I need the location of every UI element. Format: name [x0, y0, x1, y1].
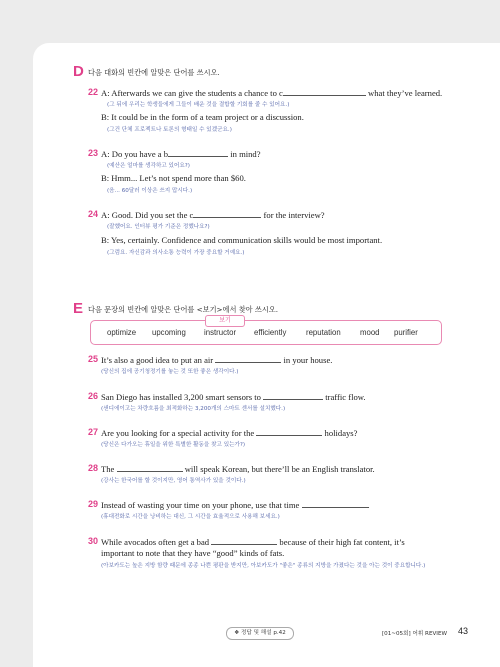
translation: (당신의 집에 공기청정기를 놓는 것 또한 좋은 생각이다.) [101, 369, 239, 375]
question-sentence: The will speak Korean, but there’ll be an English translator. [101, 464, 375, 474]
answer-blank[interactable] [302, 499, 368, 508]
question-number: 22 [88, 87, 99, 97]
word-option: efficiently [254, 328, 287, 337]
translation: (그 뒤에 우리는 학생들에게 그들이 배운 것을 결합할 기회를 줄 수 있어요.) [107, 102, 290, 108]
answer-blank[interactable] [256, 427, 322, 436]
word-option: upcoming [152, 328, 186, 337]
question-line-b: B: Hmm... Let’s not spend more than $60. [101, 173, 246, 183]
answer-blank[interactable] [168, 148, 228, 157]
section-d-title: 다음 대화의 빈칸에 알맞은 단어를 쓰시오. [88, 68, 220, 77]
question-number: 24 [88, 209, 99, 219]
answer-blank[interactable] [215, 354, 281, 363]
translation: (그럼요. 자신감과 의사소통 능력이 가장 중요할 거예요.) [107, 250, 245, 256]
question-sentence: San Diego has installed 3,200 smart sensors to traffic flow. [101, 392, 366, 402]
translation: (강사는 한국어를 할 것이지만, 영어 통역사가 있을 것이다.) [101, 478, 246, 484]
question-number: 26 [88, 391, 99, 401]
question-number: 25 [88, 354, 99, 364]
question-number: 27 [88, 427, 99, 437]
answer-blank[interactable] [117, 463, 183, 472]
translation: (예산은 얼마를 생각하고 있어요?) [107, 163, 190, 169]
question-sentence: While avocados often get a bad because of their high fat content, it’s [101, 537, 405, 547]
answer-blank[interactable] [211, 536, 277, 545]
answer-blank[interactable] [193, 209, 261, 218]
translation: (샌디에이고는 차량흐름을 최적화하는 3,200개의 스마트 센서를 설치했다.) [101, 406, 286, 412]
translation: (휴대전화로 시간을 낭비하는 대신, 그 시간을 효율적으로 사용해 보세요.) [101, 514, 280, 520]
question-sentence-cont: important to note that they have “good” kinds of fats. [101, 548, 285, 558]
question-number: 30 [88, 536, 99, 546]
translation: (그건 단체 프로젝트나 토론의 형태일 수 있겠군요.) [107, 127, 232, 133]
question-number: 28 [88, 463, 99, 473]
section-d-letter: D [73, 63, 84, 80]
word-box-label: 보기 [205, 315, 245, 327]
translation: (잘했어요. 인터뷰 평가 기준은 정했나요?) [107, 224, 210, 230]
book-reference: [01~05회] 어휘 REVIEW [382, 631, 448, 637]
question-line-a: A: Good. Did you set the c for the interview? [101, 210, 325, 220]
question-line-b: B: It could be in the form of a team project or a discussion. [101, 112, 304, 122]
question-number: 23 [88, 148, 99, 158]
question-line-a: A: Do you have a b in mind? [101, 149, 261, 159]
question-sentence: Instead of wasting your time on your phone, use that time . [101, 500, 370, 510]
question-sentence: It’s also a good idea to put an air in your house. [101, 355, 333, 365]
answer-blank[interactable] [283, 87, 366, 96]
translation: (음... 60달러 이상은 쓰지 맙시다.) [107, 188, 193, 194]
question-number: 29 [88, 499, 99, 509]
answer-reference: ❖ 정답 및 해설 p.42 [226, 627, 294, 640]
question-line-b: B: Yes, certainly. Confidence and communication skills would be most important. [101, 235, 383, 245]
translation: (아보카도는 높은 지방 함량 때문에 종종 나쁜 평판을 받지만, 아보카도가 "좋은" 종류의 지방을 가졌다는 것을 아는 것이 중요합니다.) [101, 563, 426, 569]
word-option: mood [360, 328, 380, 337]
question-line-a: A: Afterwards we can give the students a chance to c what they’ve learned. [101, 88, 443, 98]
word-option: purifier [394, 328, 418, 337]
word-option: instructor [204, 328, 237, 337]
answer-blank[interactable] [263, 391, 323, 400]
translation: (당신은 다가오는 휴일을 위한 특별한 활동을 찾고 있는가?) [101, 442, 246, 448]
section-e-letter: E [73, 300, 84, 317]
word-option: optimize [107, 328, 137, 337]
page-number: 43 [458, 626, 469, 636]
question-sentence: Are you looking for a special activity for the holidays? [101, 428, 358, 438]
word-option: reputation [306, 328, 341, 337]
section-e-title: 다음 문장의 빈칸에 알맞은 단어를 <보기>에서 찾아 쓰시오. [88, 305, 279, 314]
